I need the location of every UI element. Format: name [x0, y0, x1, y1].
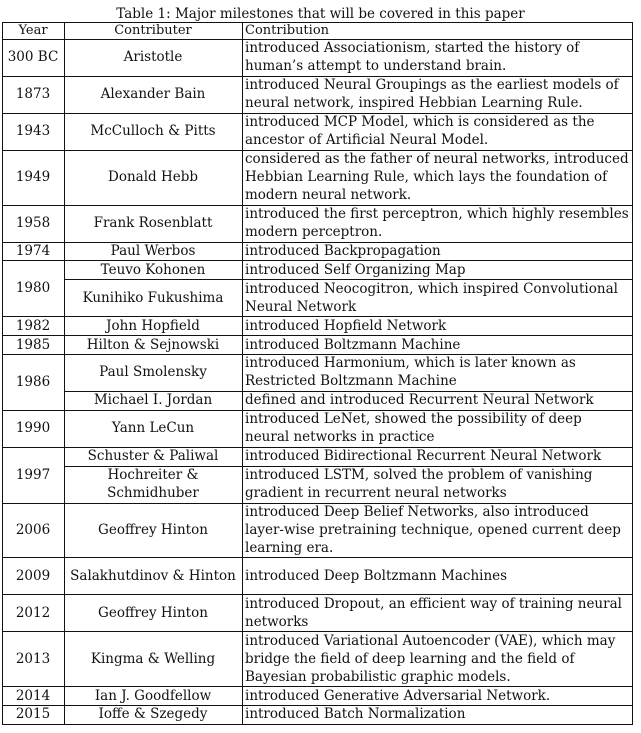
year-cell: 2009 — [15, 567, 51, 584]
year-cell: 1980 — [15, 280, 51, 297]
year-cell: 2006 — [15, 521, 51, 538]
column-rule — [632, 22, 633, 725]
contribution-cell: introduced Deep Boltzmann Machines — [245, 567, 508, 584]
contributer-cell: Kunihiko Fukushima — [82, 289, 224, 306]
contributer-cell: Geoffrey Hinton — [98, 521, 208, 538]
header-year: Year — [18, 22, 48, 38]
column-rule — [242, 22, 243, 725]
contribution-cell: introduced the first perceptron, which highly resembles modern perceptron. — [245, 206, 629, 241]
year-cell: 1949 — [15, 169, 51, 186]
column-rule — [64, 22, 65, 725]
year-cell: 1873 — [15, 86, 51, 103]
contributer-cell: Michael I. Jordan — [93, 392, 213, 409]
contribution-cell: introduced Backpropagation — [245, 242, 441, 259]
contribution-cell: introduced Boltzmann Machine — [245, 336, 461, 353]
contributer-cell: Frank Rosenblatt — [93, 215, 213, 232]
year-cell: 1958 — [15, 215, 51, 232]
contribution-cell: introduced LSTM, solved the problem of vanishing gradient in recurrent neural networks — [245, 467, 593, 502]
year-cell: 1986 — [15, 373, 51, 390]
contribution-cell: defined and introduced Recurrent Neural Network — [245, 392, 594, 409]
header-contribution: Contribution — [245, 22, 330, 38]
contribution-cell: introduced Variational Autoencoder (VAE), which may bridge the field of deep learning and the field of Bayesian probabilistic graphic models. — [245, 632, 616, 685]
year-cell: 1985 — [15, 336, 51, 353]
contribution-cell: introduced Hopfield Network — [245, 317, 447, 334]
year-cell: 2015 — [15, 706, 51, 723]
contribution-cell: introduced Batch Normalization — [245, 706, 466, 723]
year-cell: 1990 — [15, 420, 51, 437]
contribution-cell: introduced Generative Adversarial Network. — [245, 687, 551, 704]
year-cell: 300 BC — [7, 49, 59, 66]
contributer-cell: Schuster & Paliwal — [87, 448, 219, 465]
year-cell: 2014 — [15, 687, 51, 704]
table-caption: Table 1: Major milestones that will be covered in this paper — [116, 6, 525, 22]
contributer-cell: Teuvo Kohonen — [100, 261, 206, 278]
contributer-cell: Paul Werbos — [110, 242, 196, 259]
contributer-cell: Ian J. Goodfellow — [94, 687, 212, 704]
contribution-cell: introduced Self Organizing Map — [245, 261, 466, 278]
contributer-cell: Kingma & Welling — [90, 650, 216, 667]
contribution-cell: introduced MCP Model, which is considered as the ancestor of Artificial Neural Model. — [245, 114, 595, 149]
year-cell: 1982 — [15, 317, 51, 334]
contribution-cell: introduced LeNet, showed the possibility of deep neural networks in practice — [245, 411, 582, 446]
contribution-cell: introduced Associationism, started the history of human’s attempt to understand brain. — [245, 40, 580, 75]
contribution-cell: considered as the father of neural networks, introduced Hebbian Learning Rule, which lays the foundation of modern neural network. — [245, 151, 629, 204]
contributer-cell: Salakhutdinov & Hinton — [70, 567, 236, 584]
contributer-cell: Alexander Bain — [100, 86, 206, 103]
year-cell: 1943 — [15, 123, 51, 140]
contributer-cell: Paul Smolensky — [99, 364, 207, 381]
contribution-cell: introduced Neocogitron, which inspired Convolutional Neural Network — [245, 280, 618, 315]
contribution-cell: introduced Bidirectional Recurrent Neural Network — [245, 448, 602, 465]
contributer-cell: Hilton & Sejnowski — [86, 336, 220, 353]
contributer-cell: Geoffrey Hinton — [98, 604, 208, 621]
year-cell: 2013 — [15, 650, 51, 667]
contributer-cell: Aristotle — [123, 49, 183, 66]
contribution-cell: introduced Deep Belief Networks, also introduced layer-wise pretraining technique, opened current deep learning era. — [245, 503, 621, 556]
contributer-cell: McCulloch & Pitts — [90, 123, 216, 140]
milestones-table — [2, 22, 633, 725]
row-rule — [2, 724, 633, 725]
contribution-cell: introduced Dropout, an efficient way of training neural networks — [245, 595, 622, 630]
contribution-cell: introduced Harmonium, which is later known as Restricted Boltzmann Machine — [245, 355, 576, 390]
contributer-cell: Hochreiter & Schmidhuber — [107, 467, 199, 502]
column-rule — [2, 22, 3, 725]
contributer-cell: Donald Hebb — [108, 169, 198, 186]
contribution-cell: introduced Neural Groupings as the earliest models of neural network, inspired Hebbian Learning Rule. — [245, 77, 619, 112]
contributer-cell: Yann LeCun — [111, 420, 195, 437]
year-cell: 1997 — [15, 466, 51, 483]
header-contributer: Contributer — [114, 22, 192, 38]
contributer-cell: Ioffe & Szegedy — [98, 706, 208, 723]
contributer-cell: John Hopfield — [106, 317, 200, 334]
year-cell: 1974 — [15, 242, 51, 259]
year-cell: 2012 — [15, 604, 51, 621]
